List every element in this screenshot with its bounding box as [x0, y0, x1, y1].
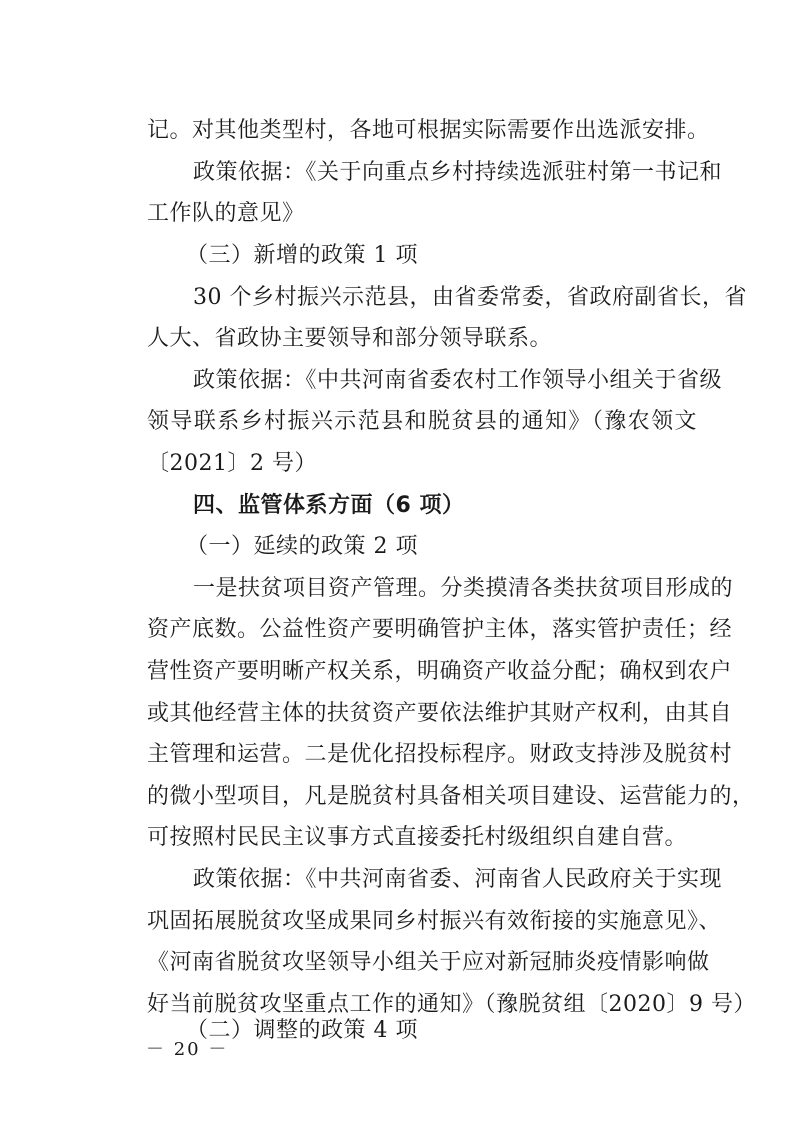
body-text-line: 资产底数。公益性资产要明确管护主体，落实管护责任；经 — [147, 617, 733, 642]
section-heading: 四、监管体系方面（6 项） — [193, 493, 465, 518]
subsection-heading: （一）延续的政策 2 项 — [186, 534, 418, 559]
body-text-line: 可按照村民民主议事方式直接委托村级组织自建自营。 — [147, 825, 688, 850]
policy-basis-line: 巩固拓展脱贫攻坚成果同乡村振兴有效衔接的实施意见》、 — [147, 909, 722, 934]
subsection-heading: （三）新增的政策 1 项 — [186, 243, 418, 268]
subsection-heading: （二）调整的政策 4 项 — [186, 1018, 418, 1043]
policy-basis-line: 政策依据：《关于向重点乡村持续选派驻村第一书记和 — [193, 160, 723, 185]
body-text-line: 主管理和运营。二是优化招投标程序。财政支持涉及脱贫村 — [147, 742, 733, 767]
body-text-line: 记。对其他类型村，各地可根据实际需要作出选派安排。 — [147, 118, 710, 143]
body-text-line: 或其他经营主体的扶贫资产要依法维护其财产权利，由其自 — [147, 701, 733, 726]
body-text-line: 人大、省政协主要领导和部分领导联系。 — [147, 326, 553, 351]
policy-basis-line: 《河南省脱贫攻坚领导小组关于应对新冠肺炎疫情影响做 — [147, 950, 710, 975]
policy-basis-line: 领导联系乡村振兴示范县和脱贫县的通知》（豫农领文 — [147, 409, 697, 434]
policy-basis-line: 政策依据：《中共河南省委、河南省人民政府关于实现 — [193, 867, 723, 892]
body-text-line: 30 个乡村振兴示范县，由省委常委，省政府副省长，省 — [193, 285, 747, 310]
policy-basis-line: 〔2021〕2 号） — [147, 451, 317, 476]
body-text-line: 一是扶贫项目资产管理。分类摸清各类扶贫项目形成的 — [193, 576, 734, 601]
policy-basis-line: 工作队的意见》 — [147, 201, 305, 226]
policy-basis-line: 政策依据：《中共河南省委农村工作领导小组关于省级 — [193, 368, 723, 393]
policy-basis-line: 好当前脱贫攻坚重点工作的通知》（豫脱贫组〔2020〕9 号） — [147, 992, 756, 1017]
page-number: － 20 － — [146, 1039, 229, 1060]
body-text-line: 营性资产要明晰产权关系，明确资产收益分配；确权到农户 — [147, 659, 733, 684]
body-text-line: 的微小型项目，凡是脱贫村具备相关项目建设、运营能力的， — [147, 784, 755, 809]
